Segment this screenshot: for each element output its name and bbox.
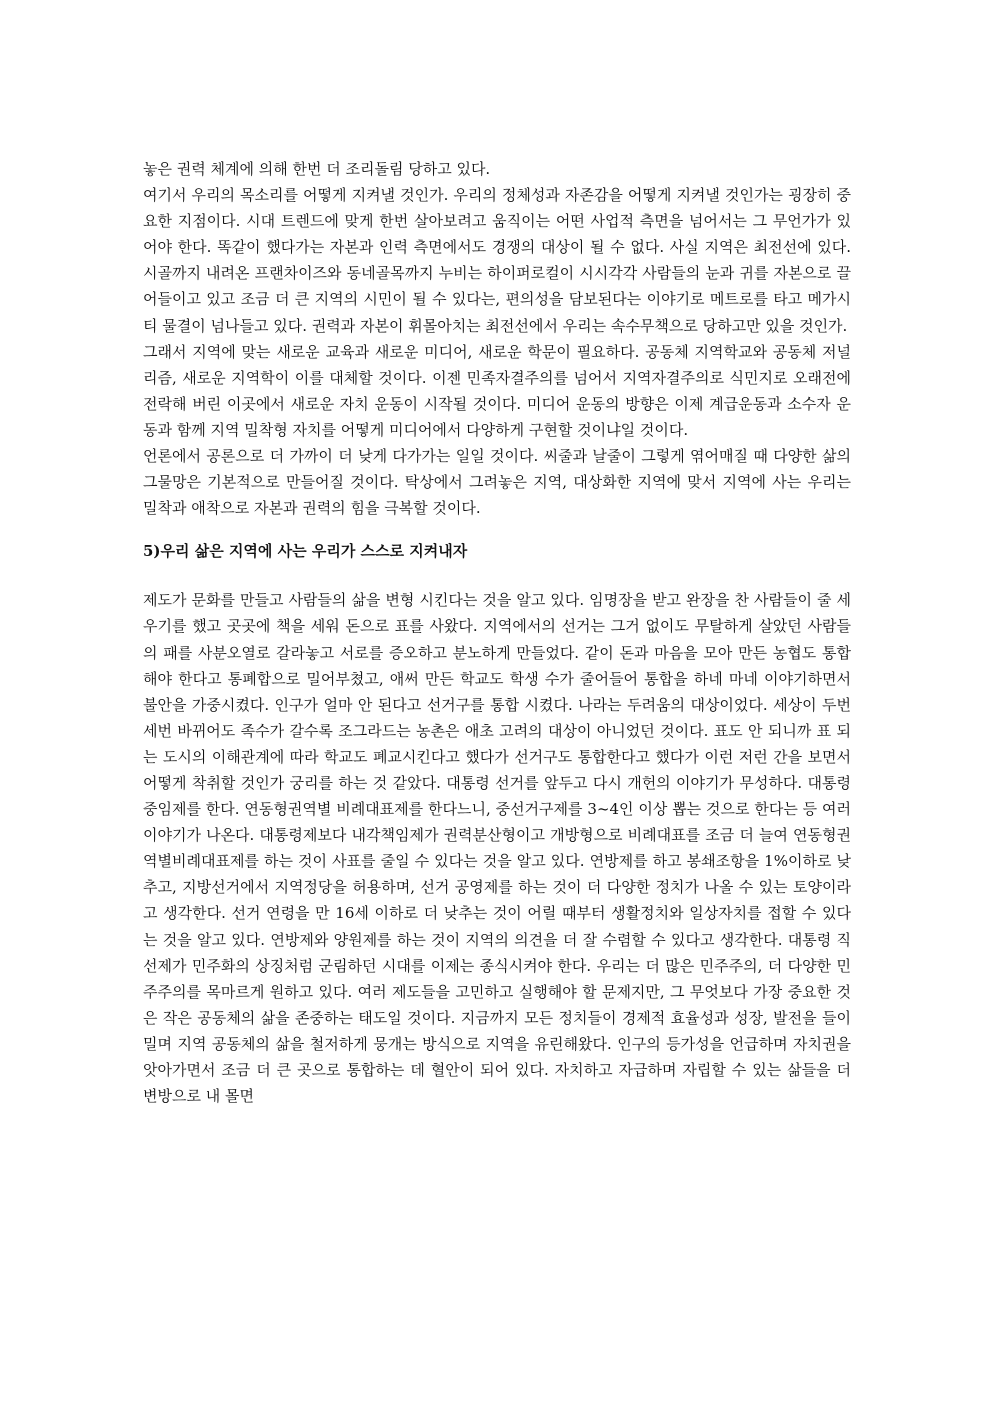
paragraph-continued: 놓은 권력 체계에 의해 한번 더 조리돌림 당하고 있다.	[143, 160, 491, 178]
paragraph-institutions: 제도가 문화를 만들고 사람들의 삶을 변형 시킨다는 것을 알고 있다. 임명장을 받고 완장을 찬 사람들이 줄 세우기를 했고 곳곳에 책을 세워 돈으로 표를 사왔다. 지역에서의 선거는 그거 없이도 무탈하게 살았던 사람들의 패를 사분오열로 갈라놓고 서로를 증오하고 분노하게 만들었다. 같이 돈과 마음을 모아 만든 농협도 통합해야 한다고 통폐합으로 밀어부쳤고, 애써 만든 학교도 학생 수가 줄어들어 통합을 하네 마네 이야기하면서 불안을 가중시켰다. 인구가 얼마 안 된다고 선거구를 통합 시켰다. 나라는 두려움의 대상이었다. 세상이 두번 세번 바뀌어도 족수가 갈수록 조그라드는 농촌은 애초 고려의 대상이 아니었던 것이다. 표도 안 되니까 표 되는 도시의 이해관계에 따라 학교도 폐교시킨다고 했다가 선거구도 통합한다고 했다가 이런 저런 간을 보면서 어떻게 착취할 것인가 궁리를 하는 것 같았다. 대통령 선거를 앞두고 다시 개헌의 이야기가 무성하다. 대통령 중임제를 한다. 연동형권역별 비례대표제를 한다느니, 중선거구제를 3~4인 이상 뽑는 것으로 한다는 등 여러 이야기가 나온다. 대통령제보다 내각책임제가 권력분산형이고 개방형으로 비례대표를 조금 더 늘여 연동형권역별비례대표제를 하는 것이 사표를 줄일 수 있다는 것을 알고 있다. 연방제를 하고 봉쇄조항을 1%이하로 낮추고, 지방선거에서 지역정당을 허용하며, 선거 공영제를 하는 것이 더 다양한 정치가 나올 수 있는 토양이라고 생각한다. 선거 연령을 만 16세 이하로 더 낮추는 것이 어릴 때부터 생활정치와 일상자치를 접할 수 있다는 것을 알고 있다. 연방제와 양원제를 하는 것이 지역의 의견을 더 잘 수렴할 수 있다고 생각한다. 대통령 직선제가 민주화의 상징처럼 군림하던 시대를 이제는 종식시켜야 한다. 우리는 더 많은 민주주의, 더 다양한 민주주의를 목마르게 원하고 있다. 여러 제도들을 고민하고 실행해야 할 문제지만, 그 무엇보다 가장 중요한 것은 작은 공동체의 삶을 존중하는 태도일 것이다. 지금까지 모든 정치들이 경제적 효율성과 성장, 발전을 들이밀며 지역 공동체의 삶을 철저하게 뭉개는 방식으로 지역을 유린해왔다. 인구의 등가성을 언급하며 자치권을 앗아가면서 조금 더 큰 곳으로 통합하는 데 혈안이 되어 있다. 자치하고 자급하며 자립할 수 있는 삶들을 더 변방으로 내 몰면	[143, 591, 851, 1106]
paragraph-public-discourse: 언론에서 공론으로 더 가까이 더 낮게 다가가는 일일 것이다. 씨줄과 날줄이 그렇게 엮어매질 때 다양한 삶의 그물망은 기본적으로 만들어질 것이다. 탁상에서 그려놓은 지역, 대상화한 지역에 맞서 지역에 사는 우리는 밀착과 애착으로 자본과 권력의 힘을 극복할 것이다.	[143, 447, 851, 518]
section-heading: 5)우리 삶은 지역에 사는 우리가 스스로 지켜내자	[143, 542, 468, 561]
heading-spacer	[143, 564, 851, 587]
section-spacer	[143, 521, 851, 538]
paragraph-voice: 여기서 우리의 목소리를 어떻게 지켜낼 것인가. 우리의 정체성과 자존감을 어떻게 지켜낼 것인가는 굉장히 중요한 지점이다. 시대 트렌드에 맞게 한번 살아보려고 움직이는 어떤 사업적 측면을 넘어서는 그 무언가가 있어야 한다. 똑같이 했다가는 자본과 인력 측면에서도 경쟁의 대상이 될 수 없다. 사실 지역은 최전선에 있다. 시골까지 내려온 프랜차이즈와 동네골목까지 누비는 하이퍼로컬이 시시각각 사람들의 눈과 귀를 자본으로 끌어들이고 있고 조금 더 큰 지역의 시민이 될 수 있다는, 편의성을 담보된다는 이야기로 메트로를 타고 메가시티 물결이 넘나들고 있다. 권력과 자본이 휘몰아치는 최전선에서 우리는 속수무책으로 당하고만 있을 것인가.	[143, 186, 851, 335]
document-page	[143, 156, 851, 1109]
paragraph-new-media: 그래서 지역에 맞는 새로운 교육과 새로운 미디어, 새로운 학문이 필요하다. 공동체 지역학교와 공동체 저널리즘, 새로운 지역학이 이를 대체할 것이다. 이젠 민족자결주의를 넘어서 지역자결주의로 식민지로 오래전에 전락해 버린 이곳에서 새로운 자치 운동이 시작될 것이다. 미디어 운동의 방향은 이제 계급운동과 소수자 운동과 함께 지역 밀착형 자치를 어떻게 미디어에서 다양하게 구현할 것이냐일 것이다.	[143, 342, 851, 439]
